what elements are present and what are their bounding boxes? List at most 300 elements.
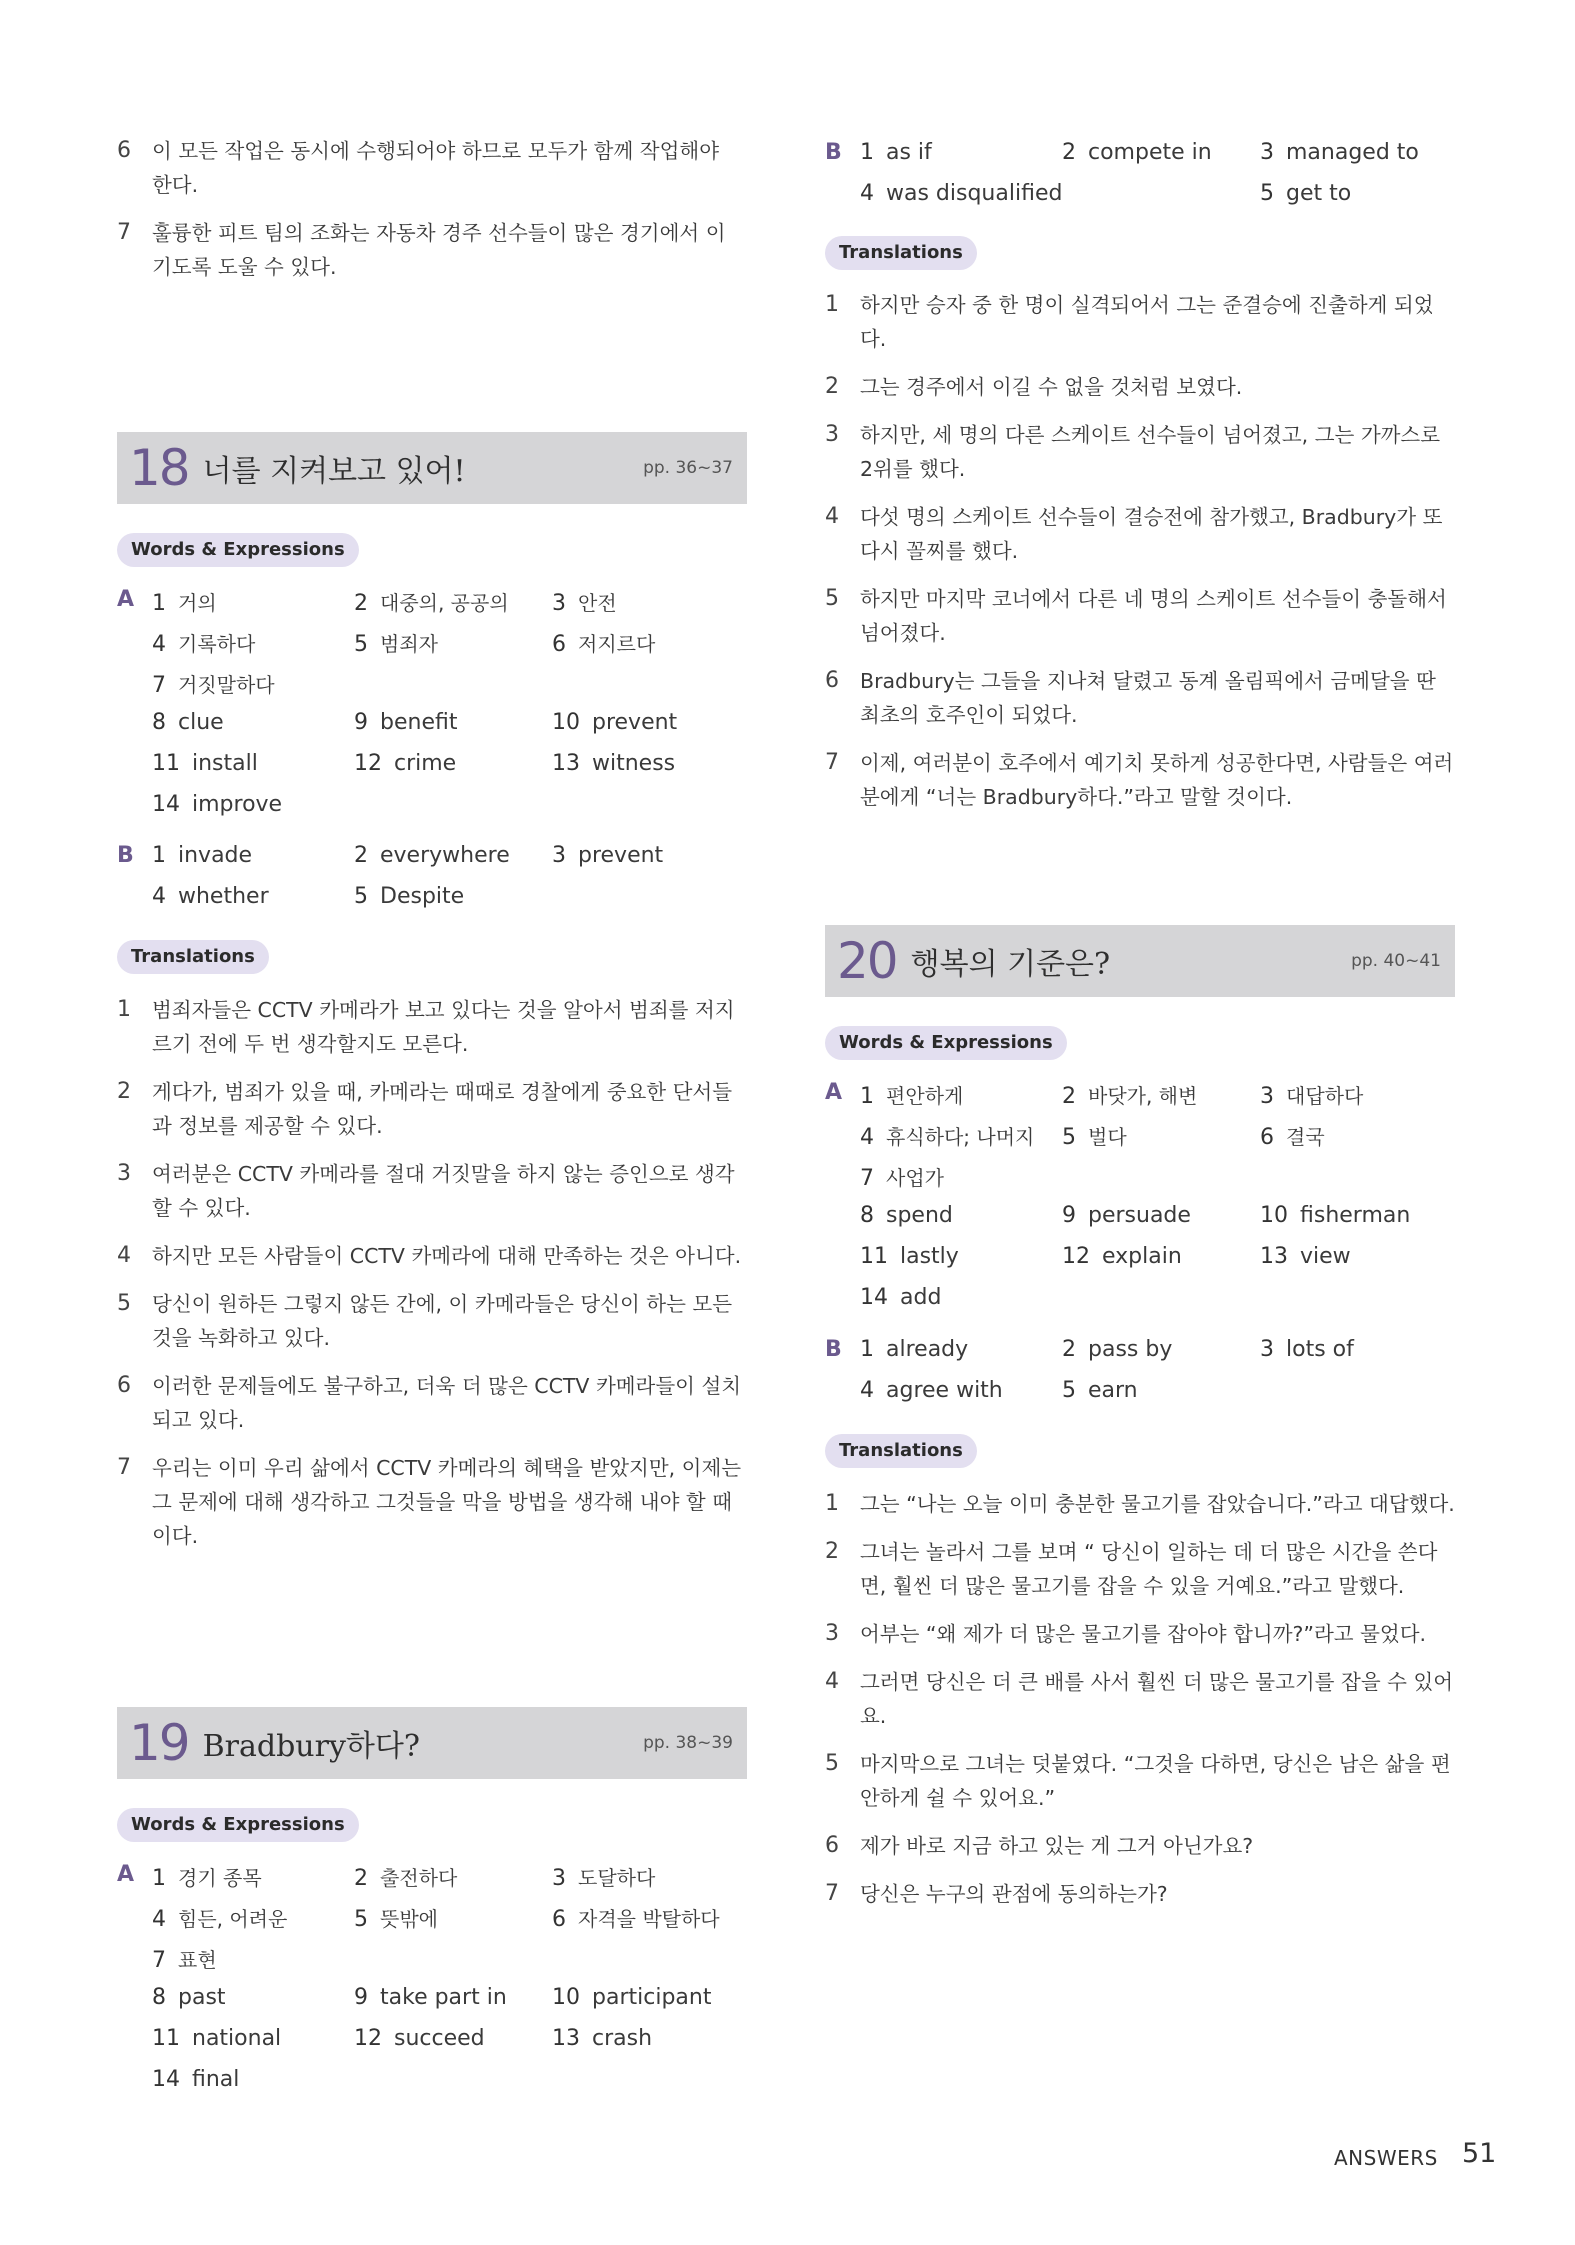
answer-number: 5 (354, 1907, 368, 1932)
answer-value: 사업가 (886, 1166, 944, 1190)
answer-value: prevent (578, 843, 664, 868)
answer-number: 9 (354, 710, 368, 735)
answer-item (354, 843, 510, 868)
answer-number: 4 (152, 884, 166, 909)
translations-label: Translations (825, 236, 977, 270)
answer-item (152, 1944, 217, 1973)
answer-item (1062, 1203, 1191, 1228)
answer-item (354, 628, 438, 657)
answer-value: 힘든, 어려운 (178, 1907, 288, 1931)
line-text: 하지만, 세 명의 다른 스케이트 선수들이 넘어졌고, 그는 가까스로 2위를 했다. (860, 423, 1441, 481)
answer-value: as if (886, 140, 932, 165)
section-letter: B (825, 140, 842, 165)
answer-value: succeed (394, 2026, 485, 2051)
answer-item (552, 628, 655, 657)
answer-item (860, 1337, 968, 1362)
answer-item (152, 1862, 262, 1891)
answer-item (860, 140, 932, 165)
answer-value: past (178, 1985, 226, 2010)
answer-value: persuade (1088, 1203, 1191, 1228)
translation-line (825, 418, 1455, 486)
translation-line (825, 582, 1455, 650)
unit-19-section-b (825, 140, 1445, 222)
words-expressions-label: Words & Expressions (825, 1026, 1067, 1060)
answer-row (117, 2067, 737, 2108)
line-text: 이러한 문제들에도 불구하고, 더욱 더 많은 CCTV 카메라들이 설치되고 있다. (152, 1374, 742, 1432)
unit-19-section-a (117, 1862, 737, 2108)
answer-row (825, 1378, 1445, 1419)
answer-item (152, 884, 269, 909)
line-number: 5 (117, 1291, 131, 1316)
answer-number: 8 (152, 710, 166, 735)
answer-value: view (1300, 1244, 1351, 1269)
answer-row (117, 1862, 737, 1903)
answer-number: 4 (860, 1378, 874, 1403)
answer-row (825, 140, 1445, 181)
line-number: 7 (825, 1881, 839, 1906)
answer-value: everywhere (380, 843, 510, 868)
line-number: 1 (117, 997, 131, 1022)
answer-item (860, 1080, 963, 1109)
translation-line (825, 1617, 1455, 1651)
answer-row (825, 1080, 1445, 1121)
page-reference: pp. 36~37 (643, 458, 733, 478)
translation-line (117, 134, 737, 202)
line-text: Bradbury는 그들을 지나쳐 달렸고 동계 올림픽에서 금메달을 딴 최초의 호주인이 되었다. (860, 669, 1436, 727)
answer-value: participant (592, 1985, 712, 2010)
line-text: 훌륭한 피트 팀의 조화는 자동차 경주 선수들이 많은 경기에서 이기도록 도울 수 있다. (152, 221, 726, 279)
answer-number: 2 (354, 843, 368, 868)
line-text: 하지만 모든 사람들이 CCTV 카메라에 대해 만족하는 것은 아니다. (152, 1244, 742, 1268)
answer-item (552, 1903, 720, 1932)
line-number: 4 (825, 504, 839, 529)
answer-value: 저지르다 (578, 632, 656, 656)
unit-19-header (117, 1707, 747, 1779)
unit-title: 너를 지켜보고 있어! (202, 454, 466, 489)
answer-value: 벌다 (1088, 1125, 1127, 1149)
translation-line (117, 1075, 747, 1143)
answer-number: 14 (152, 2067, 180, 2092)
unit-number: 18 (129, 439, 189, 497)
answer-value: fisherman (1300, 1203, 1411, 1228)
answer-item (354, 2026, 485, 2051)
answer-value: witness (592, 751, 676, 776)
answer-item (860, 1162, 944, 1191)
line-number: 3 (825, 422, 839, 447)
answer-row (117, 710, 737, 751)
line-number: 1 (825, 292, 839, 317)
answer-item (354, 587, 509, 616)
answer-value: 거짓말하다 (178, 673, 275, 697)
answer-number: 4 (152, 632, 166, 657)
line-text: 제가 바로 지금 하고 있는 게 그거 아닌가요? (860, 1834, 1254, 1858)
line-number: 5 (825, 586, 839, 611)
answer-value: clue (178, 710, 224, 735)
answer-item (354, 1903, 438, 1932)
answer-number: 2 (354, 1866, 368, 1891)
answer-number: 9 (1062, 1203, 1076, 1228)
line-text: 게다가, 범죄가 있을 때, 카메라는 때때로 경찰에게 중요한 단서들과 정보를 제공할 수 있다. (152, 1080, 733, 1138)
answer-row (825, 1244, 1445, 1285)
answer-value: 뜻밖에 (380, 1907, 438, 1931)
answer-item (860, 1203, 953, 1228)
answer-number: 1 (152, 1866, 166, 1891)
answer-value: managed to (1286, 140, 1419, 165)
answer-row (117, 843, 737, 884)
line-text: 당신이 원하든 그렇지 않든 간에, 이 카메라들은 당신이 하는 모든 것을 녹화하고 있다. (152, 1292, 733, 1350)
translations-label: Translations (117, 940, 269, 974)
answer-value: 거의 (178, 591, 217, 615)
answer-value: take part in (380, 1985, 507, 2010)
answer-value: earn (1088, 1378, 1138, 1403)
line-number: 3 (117, 1161, 131, 1186)
line-number: 2 (825, 374, 839, 399)
answer-value: final (192, 2067, 240, 2092)
answer-number: 6 (552, 1907, 566, 1932)
translation-line (117, 993, 747, 1061)
answer-number: 11 (152, 2026, 180, 2051)
answer-number: 6 (1260, 1125, 1274, 1150)
answer-number: 13 (1260, 1244, 1288, 1269)
answer-number: 10 (1260, 1203, 1288, 1228)
answer-value: crime (394, 751, 457, 776)
answer-value: lastly (900, 1244, 959, 1269)
line-number: 4 (825, 1669, 839, 1694)
answer-item (152, 792, 282, 817)
answer-value: 안전 (578, 591, 617, 615)
line-text: 어부는 “왜 제가 더 많은 물고기를 잡아야 합니까?”라고 물었다. (860, 1622, 1427, 1646)
answer-row (825, 1121, 1445, 1162)
translation-line (825, 500, 1455, 568)
translation-line (117, 1157, 747, 1225)
line-text: 하지만 마지막 코너에서 다른 네 명의 스케이트 선수들이 충돌해서 넘어졌다. (860, 587, 1447, 645)
answer-item (552, 710, 677, 735)
answer-number: 1 (152, 843, 166, 868)
answer-value: 편안하게 (886, 1084, 964, 1108)
unit-number: 19 (129, 1714, 189, 1772)
answer-number: 4 (860, 1125, 874, 1150)
answer-item (552, 2026, 652, 2051)
answer-number: 12 (1062, 1244, 1090, 1269)
translation-line (825, 370, 1455, 404)
unit-20-translations (825, 1487, 1455, 1911)
line-text: 범죄자들은 CCTV 카메라가 보고 있다는 것을 알아서 범죄를 저지르기 전에 두 번 생각할지도 모른다. (152, 998, 735, 1056)
answer-item (552, 587, 617, 616)
answer-item (1062, 1378, 1138, 1403)
answer-value: 자격을 박탈하다 (578, 1907, 720, 1931)
unit-20-header (825, 925, 1455, 997)
answer-value: benefit (380, 710, 458, 735)
answer-item (152, 587, 217, 616)
translation-line (117, 1239, 747, 1273)
unit-number: 20 (837, 932, 897, 990)
answer-item (354, 751, 456, 776)
answer-row (117, 1903, 737, 1944)
answer-number: 4 (152, 1907, 166, 1932)
line-text: 그녀는 놀라서 그를 보며 “ 당신이 일하는 데 더 많은 시간을 쓴다면, 훨씬 더 많은 물고기를 잡을 수 있을 거예요.”라고 말했다. (860, 1540, 1438, 1598)
answer-item (1260, 1203, 1410, 1228)
answer-item (1062, 1337, 1172, 1362)
answer-number: 2 (1062, 1337, 1076, 1362)
page-reference: pp. 40~41 (1351, 951, 1441, 971)
answer-number: 4 (860, 181, 874, 206)
answer-value: 표현 (178, 1948, 217, 1972)
answer-number: 10 (552, 1985, 580, 2010)
answer-value: 휴식하다; 나머지 (886, 1125, 1035, 1149)
answer-row (825, 181, 1445, 222)
words-expressions-label: Words & Expressions (117, 1808, 359, 1842)
answer-row (825, 1285, 1445, 1326)
translation-line (825, 1665, 1455, 1733)
answer-value: 대중의, 공공의 (380, 591, 509, 615)
answer-row (117, 1985, 737, 2026)
answer-value: 결국 (1286, 1125, 1325, 1149)
answer-number: 11 (152, 751, 180, 776)
line-number: 1 (825, 1491, 839, 1516)
answer-number: 8 (152, 1985, 166, 2010)
answer-number: 9 (354, 1985, 368, 2010)
answer-item (354, 1985, 507, 2010)
unit-18-header (117, 432, 747, 504)
answer-number: 2 (354, 591, 368, 616)
answer-item (860, 181, 1062, 206)
answer-item (152, 2026, 281, 2051)
translation-line (825, 288, 1455, 356)
answer-number: 8 (860, 1203, 874, 1228)
translation-line (117, 216, 737, 284)
answer-number: 1 (152, 591, 166, 616)
answer-row (825, 1203, 1445, 1244)
section-letter: A (117, 1862, 135, 1887)
unit-19-translations (825, 288, 1455, 814)
answer-number: 5 (1062, 1125, 1076, 1150)
translation-line (825, 1877, 1455, 1911)
answer-number: 7 (152, 1948, 166, 1973)
line-number: 6 (117, 138, 131, 163)
words-expressions-label: Words & Expressions (117, 533, 359, 567)
line-number: 6 (825, 1833, 839, 1858)
translation-line (117, 1451, 747, 1553)
prev-unit-translations (117, 134, 737, 284)
answer-row (117, 628, 737, 669)
line-number: 7 (117, 220, 131, 245)
answer-row (117, 587, 737, 628)
answer-row (825, 1337, 1445, 1378)
answer-number: 5 (1062, 1378, 1076, 1403)
answer-number: 5 (354, 884, 368, 909)
line-text: 그는 “나는 오늘 이미 충분한 물고기를 잡았습니다.”라고 대답했다. (860, 1492, 1455, 1516)
answer-number: 5 (1260, 181, 1274, 206)
page-reference: pp. 38~39 (643, 1733, 733, 1753)
answer-item (860, 1244, 959, 1269)
answer-row (825, 1162, 1445, 1203)
answer-number: 3 (552, 1866, 566, 1891)
answer-item (1260, 181, 1351, 206)
line-text: 마지막으로 그녀는 덧붙였다. “그것을 다하면, 당신은 남은 삶을 편안하게 쉴 수 있어요.” (860, 1752, 1451, 1810)
footer-label: ANSWERS (1334, 2146, 1438, 2170)
answer-value: install (192, 751, 258, 776)
line-number: 7 (117, 1455, 131, 1480)
answer-number: 1 (860, 1084, 874, 1109)
answer-item (152, 751, 258, 776)
answer-item (860, 1378, 1003, 1403)
answer-item (152, 628, 255, 657)
line-text: 이제, 여러분이 호주에서 예기치 못하게 성공한다면, 사람들은 여러분에게 “너는 Bradbury하다.”라고 말할 것이다. (860, 751, 1454, 809)
translation-line (117, 1369, 747, 1437)
unit-18-translations (117, 993, 747, 1553)
line-number: 3 (825, 1621, 839, 1646)
line-text: 그러면 당신은 더 큰 배를 사서 훨씬 더 많은 물고기를 잡을 수 있어요. (860, 1670, 1454, 1728)
answer-item (1260, 140, 1419, 165)
answer-value: 범죄자 (380, 632, 438, 656)
unit-20-section-b (825, 1337, 1445, 1419)
answer-value: prevent (592, 710, 678, 735)
unit-20-section-a (825, 1080, 1445, 1326)
translation-line (825, 664, 1455, 732)
answer-value: agree with (886, 1378, 1003, 1403)
answer-row (117, 669, 737, 710)
answer-item (152, 669, 275, 698)
line-number: 6 (117, 1373, 131, 1398)
answer-value: already (886, 1337, 969, 1362)
answer-value: 바닷가, 해변 (1088, 1084, 1198, 1108)
answer-value: 도달하다 (578, 1866, 656, 1890)
answer-item (552, 1985, 711, 2010)
answer-value: improve (192, 792, 283, 817)
line-text: 여러분은 CCTV 카메라를 절대 거짓말을 하지 않는 증인으로 생각할 수 있다. (152, 1162, 735, 1220)
answer-item (354, 710, 457, 735)
answer-item (860, 1121, 1034, 1150)
line-number: 5 (825, 1751, 839, 1776)
answer-value: national (192, 2026, 282, 2051)
answer-number: 2 (1062, 140, 1076, 165)
answer-value: 경기 종목 (178, 1866, 262, 1890)
answer-item (1260, 1337, 1354, 1362)
answer-item (1062, 1080, 1197, 1109)
answer-item (152, 710, 224, 735)
answer-item (1062, 1244, 1182, 1269)
answer-number: 5 (354, 632, 368, 657)
translation-line (825, 1747, 1455, 1815)
section-letter: B (117, 843, 134, 868)
answer-item (152, 2067, 239, 2092)
answer-number: 3 (552, 591, 566, 616)
answer-value: 출전하다 (380, 1866, 458, 1890)
answer-number: 7 (152, 673, 166, 698)
answer-row (117, 1944, 737, 1985)
answer-value: spend (886, 1203, 953, 1228)
answer-value: invade (178, 843, 253, 868)
answer-number: 1 (860, 1337, 874, 1362)
answer-value: compete in (1088, 140, 1212, 165)
answer-row (117, 2026, 737, 2067)
line-text: 다섯 명의 스케이트 선수들이 결승전에 참가했고, Bradbury가 또다시 꼴찌를 했다. (860, 505, 1443, 563)
answer-number: 14 (152, 792, 180, 817)
line-number: 2 (117, 1079, 131, 1104)
answer-item (152, 1903, 287, 1932)
answer-value: get to (1286, 181, 1352, 206)
page-number: 51 (1462, 2138, 1497, 2169)
answer-row (117, 751, 737, 792)
answer-item (552, 751, 675, 776)
answer-item (552, 1862, 655, 1891)
answer-value: 기록하다 (178, 632, 256, 656)
translation-line (825, 1487, 1455, 1521)
answer-item (1062, 1121, 1127, 1150)
answer-value: add (900, 1285, 942, 1310)
unit-18-section-a (117, 587, 737, 833)
translation-line (825, 746, 1455, 814)
answer-number: 3 (1260, 1337, 1274, 1362)
answer-number: 3 (1260, 1084, 1274, 1109)
section-letter: B (825, 1337, 842, 1362)
answer-number: 14 (860, 1285, 888, 1310)
answer-number: 1 (860, 140, 874, 165)
answer-number: 10 (552, 710, 580, 735)
answer-number: 6 (552, 632, 566, 657)
answer-item (860, 1285, 941, 1310)
answer-row (117, 792, 737, 833)
answer-number: 13 (552, 2026, 580, 2051)
answer-value: crash (592, 2026, 653, 2051)
answer-item (354, 884, 464, 909)
line-number: 6 (825, 668, 839, 693)
unit-title: 행복의 기준은? (910, 947, 1111, 982)
answer-item (1260, 1121, 1325, 1150)
answer-number: 12 (354, 751, 382, 776)
translation-line (825, 1535, 1455, 1603)
line-number: 7 (825, 750, 839, 775)
translation-line (117, 1287, 747, 1355)
line-text: 그는 경주에서 이길 수 없을 것처럼 보였다. (860, 375, 1243, 399)
answer-number: 13 (552, 751, 580, 776)
answer-item (1062, 140, 1212, 165)
answer-row (117, 884, 737, 925)
answer-value: lots of (1286, 1337, 1354, 1362)
answer-value: pass by (1088, 1337, 1173, 1362)
answer-number: 2 (1062, 1084, 1076, 1109)
translation-line (825, 1829, 1455, 1863)
answer-item (552, 843, 663, 868)
answer-item (1260, 1080, 1363, 1109)
line-text: 이 모든 작업은 동시에 수행되어야 하므로 모두가 함께 작업해야 한다. (152, 139, 720, 197)
line-text: 당신은 누구의 관점에 동의하는가? (860, 1882, 1168, 1906)
answer-number: 3 (552, 843, 566, 868)
unit-18-section-b (117, 843, 737, 925)
section-letter: A (825, 1080, 843, 1105)
answer-number: 12 (354, 2026, 382, 2051)
line-text: 하지만 승자 중 한 명이 실격되어서 그는 준결승에 진출하게 되었다. (860, 293, 1434, 351)
answer-value: was disqualified (886, 181, 1063, 206)
section-letter: A (117, 587, 135, 612)
answer-item (152, 843, 252, 868)
answer-value: Despite (380, 884, 465, 909)
answer-number: 3 (1260, 140, 1274, 165)
answer-value: 대답하다 (1286, 1084, 1364, 1108)
answer-item (1260, 1244, 1351, 1269)
answer-number: 7 (860, 1166, 874, 1191)
unit-title: Bradbury하다? (202, 1729, 420, 1764)
answer-item (152, 1985, 226, 2010)
line-number: 2 (825, 1539, 839, 1564)
answer-value: whether (178, 884, 269, 909)
answer-item (354, 1862, 457, 1891)
translations-label: Translations (825, 1434, 977, 1468)
line-text: 우리는 이미 우리 삶에서 CCTV 카메라의 혜택을 받았지만, 이제는 그 문제에 대해 생각하고 그것들을 막을 방법을 생각해 내야 할 때이다. (152, 1456, 742, 1548)
line-number: 4 (117, 1243, 131, 1268)
answer-value: explain (1102, 1244, 1182, 1269)
answer-number: 11 (860, 1244, 888, 1269)
